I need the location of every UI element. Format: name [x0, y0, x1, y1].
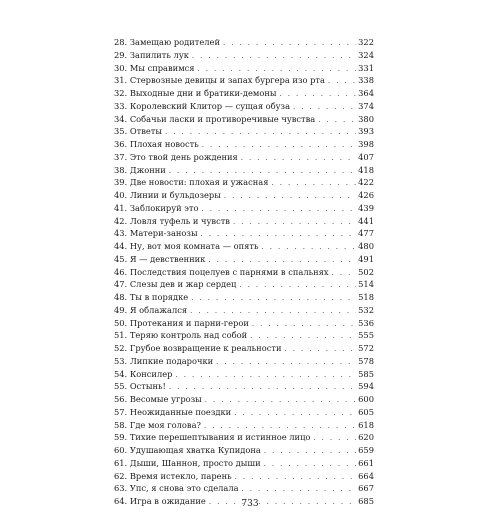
toc-entry-page: 502 — [358, 266, 374, 277]
dot-leader — [279, 88, 356, 100]
toc-entry — [114, 240, 374, 253]
toc-entry-page: 331 — [358, 62, 374, 73]
dot-leader — [252, 318, 356, 330]
toc-entry — [114, 406, 374, 419]
toc-entry-title: 56. Весомые угрозы — [114, 394, 202, 404]
toc-entry-title: 32. Выходные дни и братики-демоны — [114, 88, 277, 98]
toc-entry-title: 47. Слезы дев и жар сердец — [114, 279, 237, 290]
toc-entry-page: 324 — [358, 49, 374, 60]
toc-entry — [114, 49, 374, 62]
toc-entry — [114, 278, 374, 291]
toc-entry-page: 480 — [358, 241, 374, 251]
toc-entry-page: 685 — [358, 496, 374, 506]
toc-entry — [114, 215, 374, 228]
dot-leader — [264, 445, 356, 457]
dot-leader — [198, 63, 357, 75]
toc-entry-page: 555 — [358, 330, 374, 341]
toc-entry-title: 55. Остынь! — [114, 381, 166, 392]
dot-leader — [242, 483, 357, 495]
toc-entry-title: 50. Протекания и парни-герои — [114, 317, 249, 328]
dot-leader — [318, 114, 356, 126]
dot-leader — [205, 394, 356, 406]
dot-leader — [233, 216, 356, 228]
toc-entry-title: 41. Заблокируй это — [114, 202, 199, 213]
toc-entry-page: 659 — [358, 445, 374, 455]
toc-entry — [114, 176, 374, 189]
dot-leader — [201, 228, 357, 240]
dot-leader — [223, 37, 356, 49]
page-number: 733 — [241, 499, 259, 509]
toc-entry — [114, 470, 374, 483]
toc-entry-title: 30. Мы справимся — [114, 62, 195, 73]
toc-entry-title: 52. Грубое возвращение к реальности — [114, 343, 282, 353]
toc-entry — [114, 380, 374, 393]
toc-entry-page: 491 — [358, 253, 374, 264]
toc-entry — [114, 342, 374, 355]
dot-leader — [235, 471, 357, 483]
toc-entry — [114, 457, 374, 470]
toc-entry-page: 322 — [358, 37, 374, 47]
dot-leader — [313, 432, 356, 444]
toc-entry-page: 364 — [358, 88, 374, 98]
toc-entry-page: 532 — [358, 304, 374, 315]
toc-entry-page: 620 — [358, 432, 374, 443]
toc-entry-page: 380 — [358, 113, 374, 124]
dot-leader — [204, 420, 356, 432]
toc-entry — [114, 138, 374, 151]
toc-entry-page: 572 — [358, 343, 374, 353]
toc-entry — [114, 266, 374, 279]
toc-entry-title: 29. Запилить лук — [114, 49, 189, 60]
toc-entry-title: 54. Консилер — [114, 368, 173, 379]
toc-entry-title: 51. Теряю контроль над собой — [114, 330, 248, 341]
toc-entry — [114, 227, 374, 240]
dot-leader — [332, 267, 357, 279]
toc-entry-page: 667 — [358, 483, 374, 494]
table-of-contents — [114, 36, 374, 508]
toc-entry-page: 605 — [358, 406, 374, 417]
toc-entry-page: 338 — [358, 75, 374, 86]
toc-entry-title: 49. Я облажался — [114, 304, 188, 315]
toc-entry — [114, 202, 374, 215]
toc-entry — [114, 393, 374, 406]
toc-entry — [114, 419, 374, 432]
toc-entry-page: 439 — [358, 202, 374, 213]
toc-entry-page: 477 — [358, 228, 374, 239]
toc-entry-title: 43. Матери-занозы — [114, 228, 198, 239]
toc-entry-title: 61. Дыши, Шаннон, просто дыши — [114, 457, 261, 468]
dot-leader — [169, 381, 356, 393]
dot-leader — [250, 330, 356, 342]
toc-entry-title: 57. Неожиданные поездки — [114, 406, 232, 417]
toc-entry-page: 398 — [358, 139, 374, 149]
dot-leader — [293, 101, 356, 113]
toc-entry-page: 664 — [358, 470, 374, 481]
toc-entry — [114, 189, 374, 202]
toc-entry — [114, 355, 374, 368]
dot-leader — [239, 279, 356, 291]
toc-entry — [114, 291, 374, 304]
toc-entry-title: 28. Замещаю родителей — [114, 37, 220, 47]
dot-leader — [202, 139, 356, 151]
toc-entry — [114, 253, 374, 266]
dot-leader — [241, 152, 356, 164]
toc-entry-title: 63. Упс, я снова это сделала — [114, 483, 239, 494]
dot-leader — [169, 165, 356, 177]
toc-entry-title: 34. Собачьи ласки и противоречивые чувства — [114, 113, 316, 124]
toc-entry-page: 407 — [358, 151, 374, 162]
toc-entry-page: 618 — [358, 419, 374, 430]
toc-entry-title: 42. Ловля туфель и чувств — [114, 215, 230, 226]
toc-entry-title: 62. Время истекло, парень — [114, 470, 232, 481]
dot-leader — [284, 343, 356, 355]
toc-entry-page: 585 — [358, 368, 374, 379]
toc-entry-title: 59. Тихие перешептывания и истинное лицо — [114, 432, 311, 443]
toc-entry-page: 536 — [358, 317, 374, 328]
toc-entry-title: 33. Королевский Клитор — сущая обуза — [114, 100, 291, 111]
toc-entry-title: 44. Ну, вот моя комната — опять — [114, 241, 259, 251]
toc-entry — [114, 87, 374, 100]
toc-entry — [114, 100, 374, 113]
dot-leader — [208, 254, 356, 266]
toc-entry-title: 40. Линии и бульдозеры — [114, 190, 221, 200]
toc-entry — [114, 62, 374, 75]
dot-leader — [191, 292, 356, 304]
toc-entry — [114, 444, 374, 457]
toc-entry — [114, 368, 374, 381]
toc-entry — [114, 151, 374, 164]
dot-leader — [190, 305, 356, 317]
toc-entry-page: 518 — [358, 292, 374, 302]
toc-entry-page: 426 — [358, 190, 374, 200]
dot-leader — [175, 369, 356, 381]
toc-entry — [114, 164, 374, 177]
toc-entry-title: 58. Где моя голова? — [114, 419, 201, 430]
dot-leader — [165, 126, 356, 138]
toc-entry-title: 31. Стервозные девицы и запах бургера изо рта — [114, 75, 325, 86]
toc-entry — [114, 74, 374, 87]
toc-entry-title: 36. Плохая новость — [114, 139, 199, 149]
toc-entry-title: 64. Игра в ожидание — [114, 496, 206, 506]
toc-entry-title: 46. Последствия поцелуев с парнями в спальнях — [114, 266, 329, 277]
toc-entry-title: 60. Удушающая хватка Купидона — [114, 445, 261, 455]
dot-leader — [202, 203, 357, 215]
toc-entry-title: 48. Ты в порядке — [114, 292, 189, 302]
toc-entry — [114, 125, 374, 138]
toc-entry — [114, 113, 374, 126]
toc-entry-page: 418 — [358, 164, 374, 175]
dot-leader — [216, 356, 356, 368]
toc-entry-page: 600 — [358, 394, 374, 404]
dot-leader — [328, 75, 356, 87]
dot-leader — [264, 458, 357, 470]
toc-entry — [114, 304, 374, 317]
toc-entry-page: 594 — [358, 381, 374, 392]
toc-entry-page: 661 — [358, 457, 374, 468]
toc-entry-title: 45. Я — девственник — [114, 253, 206, 264]
toc-entry-page: 578 — [358, 355, 374, 366]
toc-entry-title: 35. Ответы — [114, 126, 162, 137]
toc-entry-title: 37. Это твой день рождения — [114, 151, 238, 162]
toc-entry-page: 441 — [358, 215, 374, 226]
toc-entry-page: 514 — [358, 279, 374, 290]
toc-entry-page: 422 — [358, 177, 374, 188]
toc-entry — [114, 431, 374, 444]
toc-entry — [114, 317, 374, 330]
dot-leader — [262, 241, 357, 253]
toc-entry — [114, 482, 374, 495]
toc-entry-title: 53. Липкие подарочки — [114, 355, 214, 366]
dot-leader — [271, 177, 356, 189]
toc-entry — [114, 36, 374, 49]
toc-entry-title: 38. Джонни — [114, 164, 166, 175]
dot-leader — [234, 407, 356, 419]
dot-leader — [224, 190, 356, 202]
toc-entry — [114, 329, 374, 342]
toc-entry-title: 39. Две новости: плохая и ужасная — [114, 177, 269, 188]
toc-entry-page: 374 — [358, 100, 374, 111]
toc-entry-page: 393 — [358, 126, 374, 137]
dot-leader — [192, 50, 356, 62]
